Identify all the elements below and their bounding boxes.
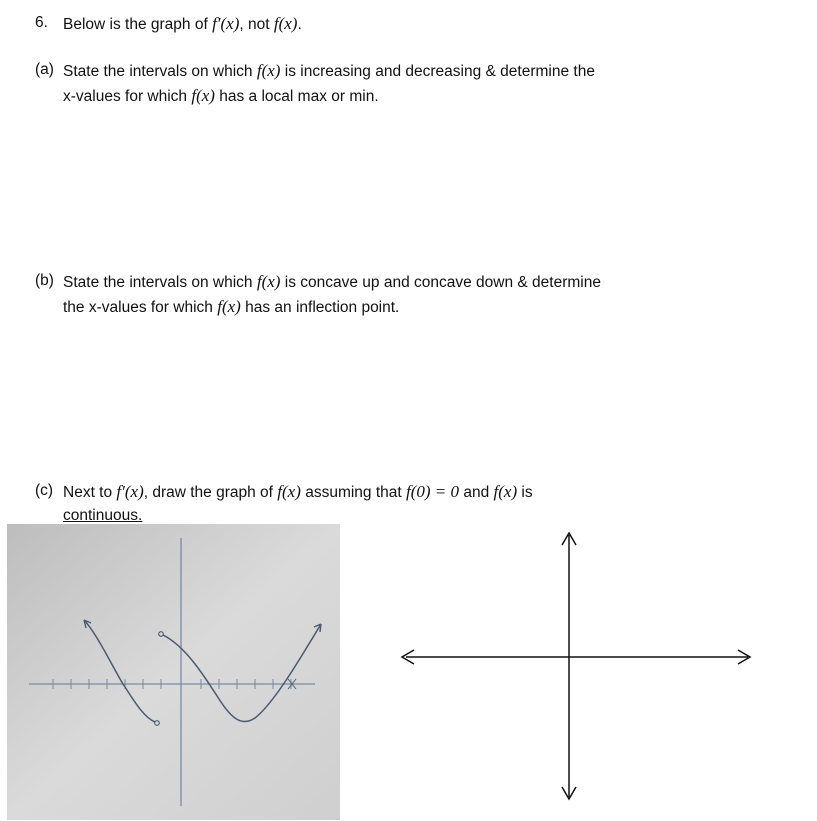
part-a-label: (a) bbox=[35, 61, 54, 78]
part-c-line2: continuous. bbox=[63, 507, 143, 524]
problem-number: 6. bbox=[35, 14, 48, 31]
part-c-label: (c) bbox=[35, 482, 54, 499]
text: Next to bbox=[63, 484, 117, 501]
math-fx: f(x) bbox=[277, 482, 301, 501]
part-b-label: (b) bbox=[35, 272, 54, 289]
part-a-line2 bbox=[63, 86, 379, 106]
text: and bbox=[459, 484, 494, 501]
photo-background bbox=[7, 524, 340, 820]
fprime-graph-photo bbox=[7, 524, 340, 820]
text: is concave up and concave down & determine bbox=[280, 274, 601, 291]
stem-end: . bbox=[297, 16, 302, 33]
math-fx: f(x) bbox=[493, 482, 518, 501]
part-b-line1 bbox=[63, 272, 601, 292]
stem-text: Below is the graph of bbox=[63, 16, 213, 33]
stem-text: , not bbox=[239, 16, 274, 33]
text: is increasing and decreasing & determine the bbox=[280, 63, 595, 80]
math-fprime: f′(x) bbox=[212, 14, 240, 33]
math-fx: f(x) bbox=[217, 297, 241, 316]
text: assuming that bbox=[300, 484, 406, 501]
text: x-values for which bbox=[63, 88, 192, 105]
text: State the intervals on which bbox=[63, 63, 257, 80]
math-fprime: f′(x) bbox=[116, 482, 144, 501]
text: , draw the graph of bbox=[143, 484, 278, 501]
text: has an inflection point. bbox=[240, 299, 400, 316]
math-fx: f(x) bbox=[256, 61, 281, 80]
part-c-line1 bbox=[63, 482, 533, 502]
part-b-line2 bbox=[63, 297, 399, 317]
problem-stem bbox=[63, 14, 302, 34]
text: has a local max or min. bbox=[214, 88, 379, 105]
math-fx: f(x) bbox=[256, 272, 281, 291]
text: is bbox=[517, 484, 533, 501]
math-fx: f(x) bbox=[191, 86, 215, 105]
blank-axes bbox=[398, 527, 754, 803]
part-a-line1 bbox=[63, 61, 595, 81]
math-fx: f(x) bbox=[273, 14, 298, 33]
math-f0: f(0) = 0 bbox=[406, 482, 460, 501]
text: State the intervals on which bbox=[63, 274, 257, 291]
text: the x-values for which bbox=[63, 299, 218, 316]
